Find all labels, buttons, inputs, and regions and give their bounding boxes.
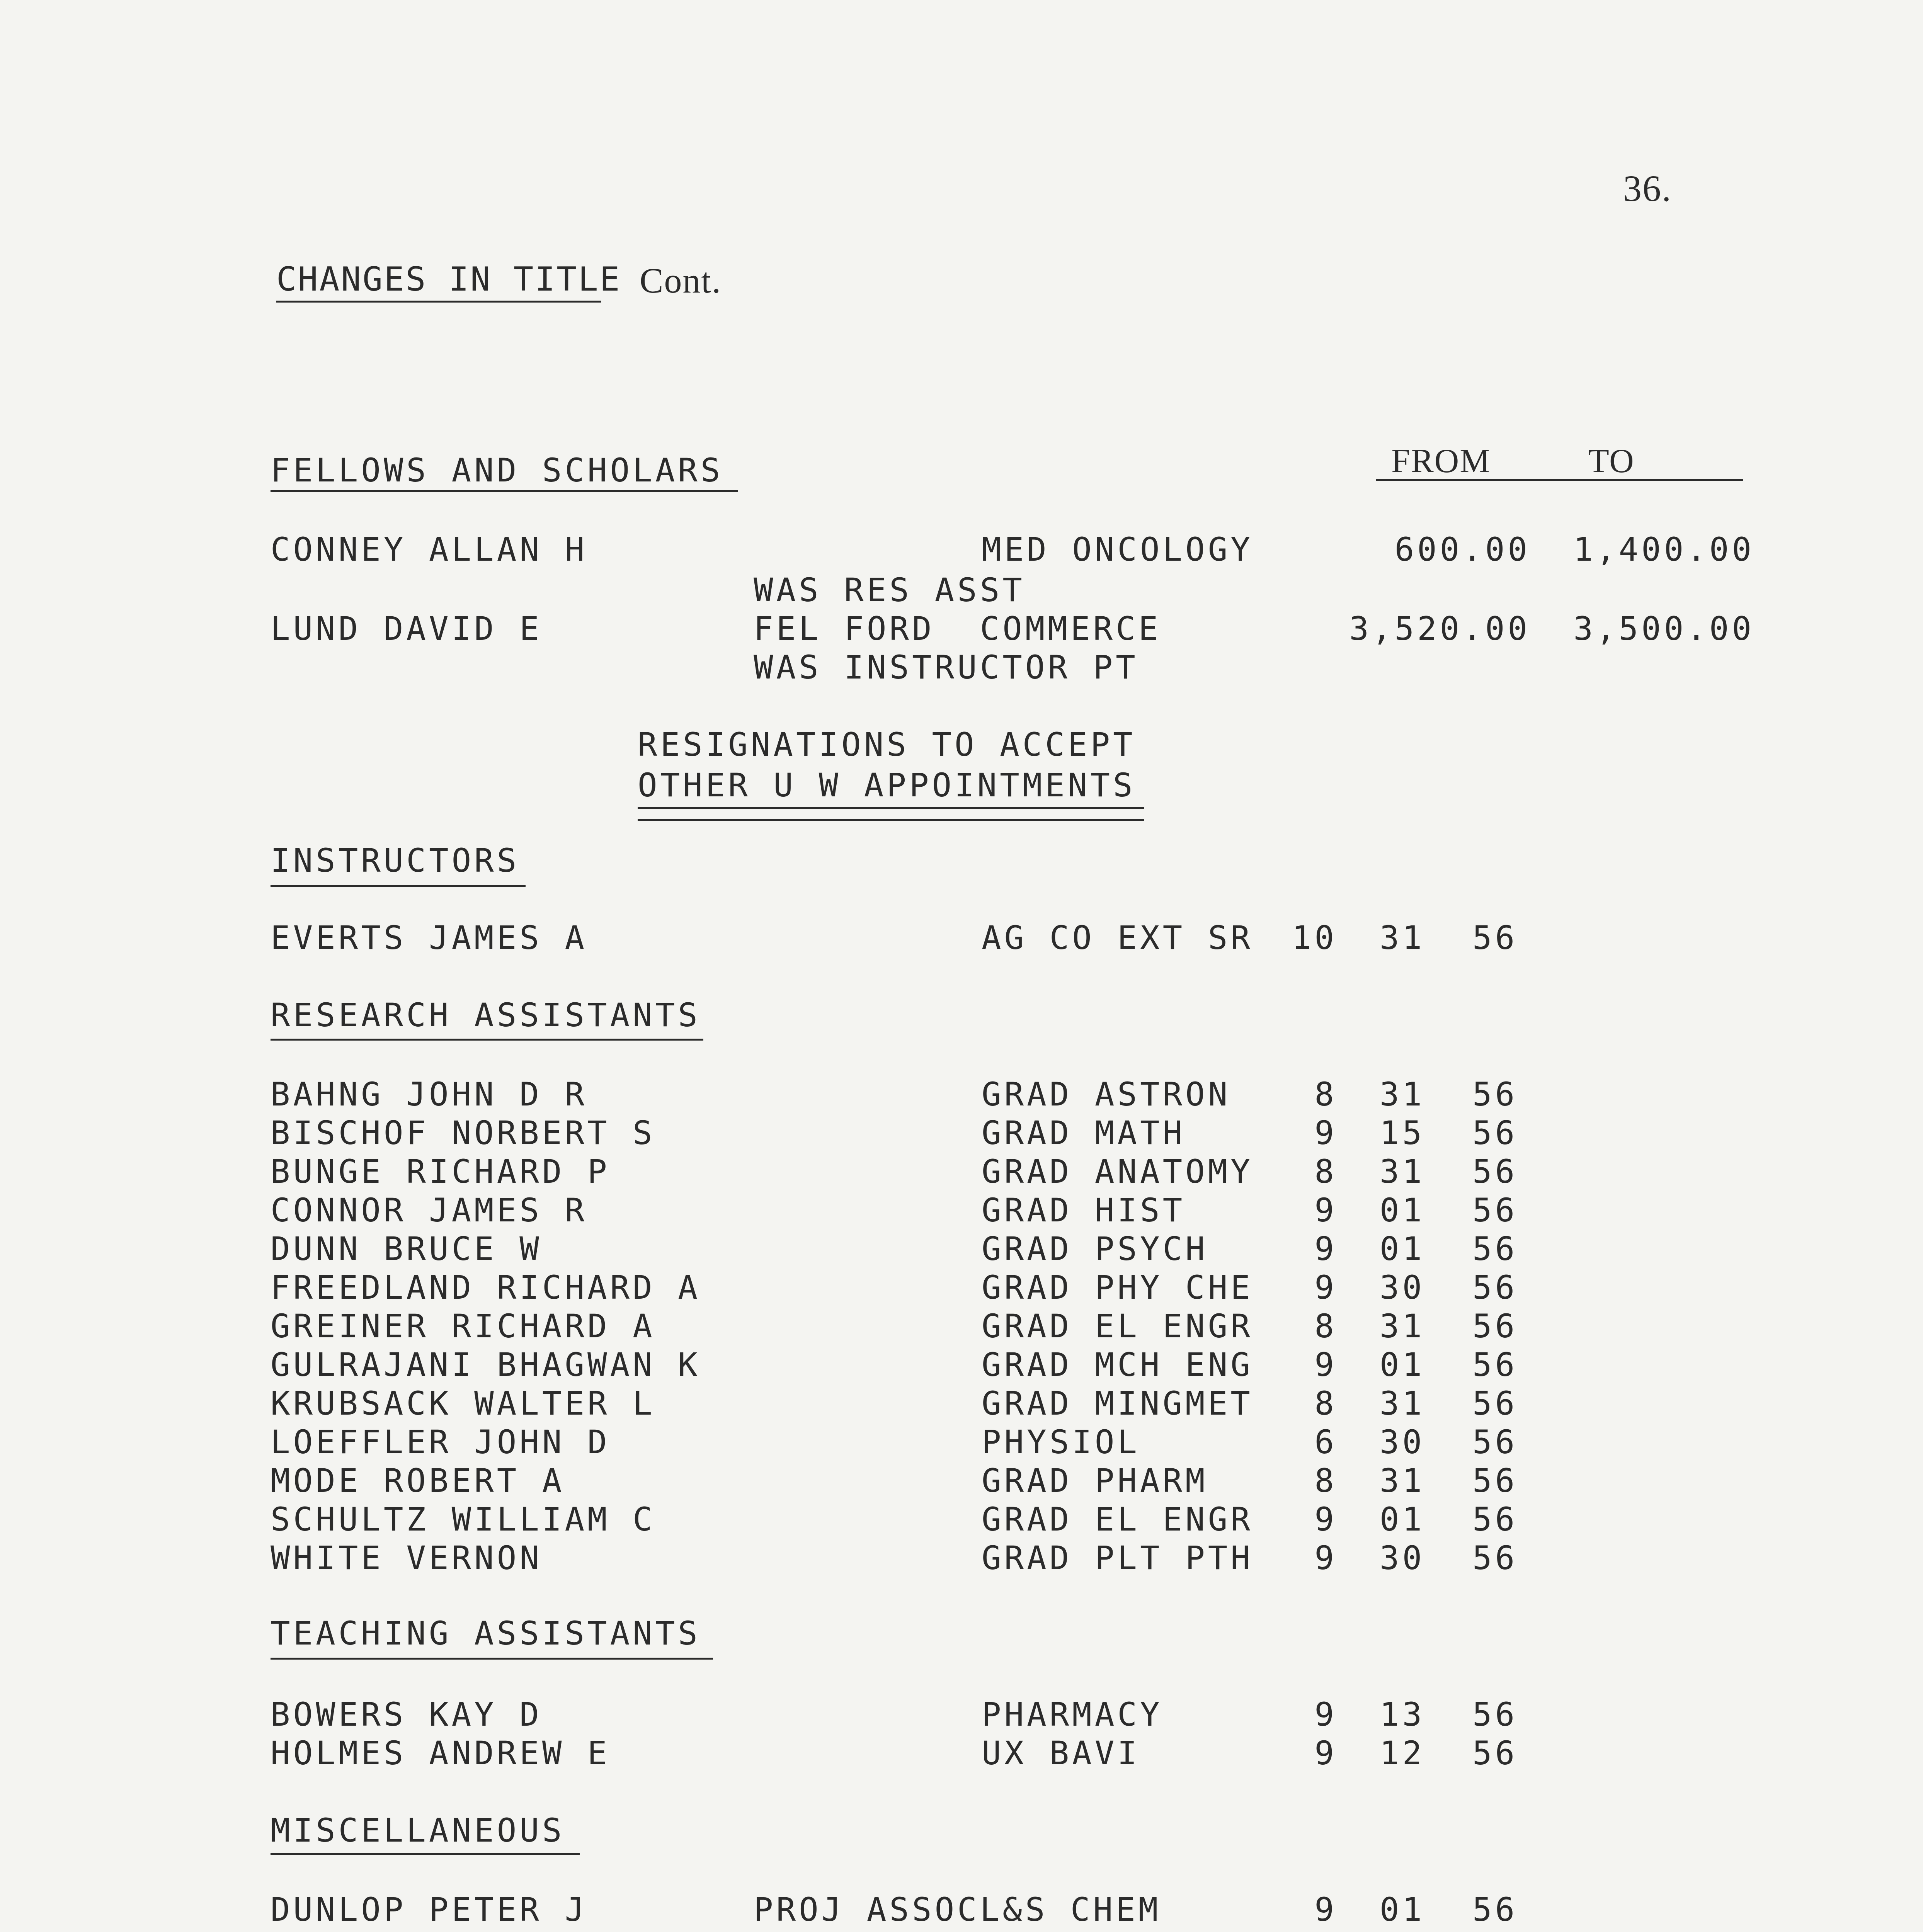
day: 30 (1380, 1423, 1425, 1461)
resignations-heading-line2: OTHER U W APPOINTMENTS (638, 766, 1136, 804)
department: GRAD MCH ENG (982, 1346, 1253, 1384)
year: 56 (1472, 1891, 1518, 1929)
year: 56 (1472, 1462, 1518, 1500)
month: 9 (1314, 1191, 1337, 1229)
teaching-underline (271, 1658, 713, 1660)
day: 31 (1380, 919, 1425, 957)
month: 8 (1314, 1462, 1337, 1500)
department: GRAD HIST (982, 1191, 1186, 1229)
resignations-underline-2 (638, 819, 1144, 821)
day: 01 (1380, 1891, 1425, 1929)
day: 31 (1380, 1384, 1425, 1422)
salary-to: 3,500.00 (1573, 610, 1755, 648)
employee-name: WHITE VERNON (271, 1539, 542, 1577)
employee-name: LOEFFLER JOHN D (271, 1423, 610, 1461)
previous-title: WAS RES ASST (754, 571, 1025, 609)
day: 01 (1380, 1230, 1425, 1268)
month: 8 (1314, 1153, 1337, 1190)
position-title: FEL FORD COMMERCE (754, 610, 1161, 648)
year: 56 (1472, 1075, 1518, 1113)
previous-title: WAS INSTRUCTOR PT (754, 648, 1138, 686)
employee-name: BUNGE RICHARD P (271, 1153, 610, 1190)
employee-name: BAHNG JOHN D R (271, 1075, 588, 1113)
month: 9 (1314, 1500, 1337, 1538)
employee-name: BISCHOF NORBERT S (271, 1114, 655, 1152)
month: 9 (1314, 1891, 1337, 1929)
position-title: PROJ ASSOCL&S CHEM (754, 1891, 1161, 1929)
month: 9 (1314, 1539, 1337, 1577)
salary-from: 600.00 (1394, 531, 1530, 568)
month: 6 (1314, 1423, 1337, 1461)
day: 01 (1380, 1346, 1425, 1384)
employee-name: GREINER RICHARD A (271, 1307, 655, 1345)
year: 56 (1472, 1114, 1518, 1152)
employee-name: SCHULTZ WILLIAM C (271, 1500, 655, 1538)
year: 56 (1472, 1734, 1518, 1772)
year: 56 (1472, 1539, 1518, 1577)
month: 9 (1314, 1346, 1337, 1384)
employee-name: LUND DAVID E (271, 610, 542, 648)
year: 56 (1472, 1191, 1518, 1229)
year: 56 (1472, 1230, 1518, 1268)
department: GRAD EL ENGR (982, 1500, 1253, 1538)
month: 8 (1314, 1384, 1337, 1422)
department: UX BAVI (982, 1734, 1140, 1772)
department: GRAD MATH (982, 1114, 1186, 1152)
misc-underline (271, 1853, 580, 1855)
department: GRAD PHARM (982, 1462, 1208, 1500)
position-title: MED ONCOLOGY (982, 531, 1253, 568)
employee-name: DUNN BRUCE W (271, 1230, 542, 1268)
month: 9 (1314, 1734, 1337, 1772)
day: 30 (1380, 1539, 1425, 1577)
day: 31 (1380, 1307, 1425, 1345)
employee-name: HOLMES ANDREW E (271, 1734, 610, 1772)
year: 56 (1472, 1307, 1518, 1345)
year: 56 (1472, 919, 1518, 957)
employee-name: CONNOR JAMES R (271, 1191, 588, 1229)
day: 12 (1380, 1734, 1425, 1772)
month: 10 (1292, 919, 1337, 957)
section-heading-instructors: INSTRUCTORS (271, 842, 520, 879)
department: AG CO EXT SR (982, 919, 1253, 957)
day: 31 (1380, 1153, 1425, 1190)
day: 31 (1380, 1462, 1425, 1500)
month: 9 (1314, 1269, 1337, 1306)
year: 56 (1472, 1346, 1518, 1384)
year: 56 (1472, 1423, 1518, 1461)
department: GRAD PSYCH (982, 1230, 1208, 1268)
employee-name: GULRAJANI BHAGWAN K (271, 1346, 701, 1384)
day: 13 (1380, 1696, 1425, 1733)
employee-name: KRUBSACK WALTER L (271, 1384, 655, 1422)
section-heading-research: RESEARCH ASSISTANTS (271, 996, 701, 1034)
department: GRAD PHY CHE (982, 1269, 1253, 1306)
employee-name: MODE ROBERT A (271, 1462, 565, 1500)
employee-name: EVERTS JAMES A (271, 919, 588, 957)
year: 56 (1472, 1269, 1518, 1306)
research-underline (271, 1039, 703, 1041)
day: 30 (1380, 1269, 1425, 1306)
page-number: 36. (1623, 168, 1672, 209)
day: 15 (1380, 1114, 1425, 1152)
title-underline (276, 301, 601, 303)
year: 56 (1472, 1384, 1518, 1422)
department: PHYSIOL (982, 1423, 1140, 1461)
month: 8 (1314, 1075, 1337, 1113)
employee-name: CONNEY ALLAN H (271, 531, 588, 568)
department: GRAD ANATOMY (982, 1153, 1253, 1190)
column-header-to: TO (1588, 442, 1635, 480)
day: 31 (1380, 1075, 1425, 1113)
department: GRAD ASTRON (982, 1075, 1231, 1113)
employee-name: FREEDLAND RICHARD A (271, 1269, 701, 1306)
employee-name: BOWERS KAY D (271, 1696, 542, 1733)
month: 9 (1314, 1696, 1337, 1733)
month: 8 (1314, 1307, 1337, 1345)
column-header-from: FROM (1391, 442, 1491, 480)
year: 56 (1472, 1153, 1518, 1190)
department: GRAD PLT PTH (982, 1539, 1253, 1577)
section-heading-misc: MISCELLANEOUS (271, 1811, 565, 1849)
section-heading-teaching: TEACHING ASSISTANTS (271, 1614, 701, 1652)
department: GRAD EL ENGR (982, 1307, 1253, 1345)
section-heading-fellows: FELLOWS AND SCHOLARS (271, 451, 723, 489)
day: 01 (1380, 1500, 1425, 1538)
department: PHARMACY (982, 1696, 1163, 1733)
month: 9 (1314, 1230, 1337, 1268)
day: 01 (1380, 1191, 1425, 1229)
department: GRAD MINGMET (982, 1384, 1253, 1422)
salary-to: 1,400.00 (1573, 531, 1755, 568)
fellows-underline (271, 490, 738, 492)
page-title: CHANGES IN TITLE (276, 260, 621, 299)
resignations-underline-1 (638, 807, 1144, 809)
title-cont: Cont. (640, 261, 722, 300)
year: 56 (1472, 1500, 1518, 1538)
instructors-underline (271, 885, 526, 887)
employee-name: DUNLOP PETER J (271, 1891, 588, 1929)
year: 56 (1472, 1696, 1518, 1733)
month: 9 (1314, 1114, 1337, 1152)
resignations-heading-line1: RESIGNATIONS TO ACCEPT (638, 726, 1136, 764)
from-to-underline (1376, 479, 1743, 481)
salary-from: 3,520.00 (1349, 610, 1530, 648)
